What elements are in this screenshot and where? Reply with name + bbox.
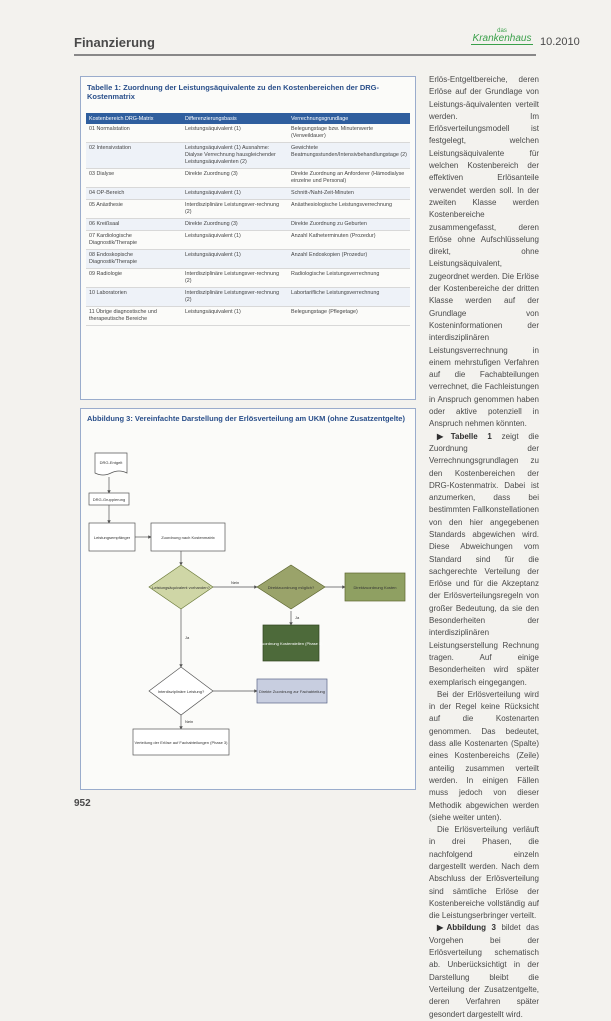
paragraph-4: Die Erlösverteilung verläuft in drei Phasen, die nachfolgend einzeln dargestellt werden. Nach dem Abschluss der Erlösverteilung sind sämtliche Erlöse der Kostenbereiche vollständig auf die Leistungserbringer verteilt. [429,825,539,921]
node-res2: Zuordnung Kostenstellen (Phase 1) [259,641,323,646]
label-yes: Ja [295,615,300,620]
table-cell: 06 Kreißsaal [86,219,182,231]
table-cell: 03 Dialyse [86,169,182,188]
section-title: Finanzierung [74,35,155,50]
page-number: 952 [74,798,91,809]
table-row [86,269,410,288]
table-row [86,143,410,169]
table-row [86,250,410,269]
table-cell: Anästhesiologische Leistungsverrechnung [288,200,410,219]
node-step3: Zuordnung nach Kostenmatrix [161,535,215,540]
node-res3: Direkte Zuordnung zur Fachabteilung [258,689,326,694]
table-row [86,188,410,200]
node-dec1: Leistungsäquivalent vorhanden? [152,585,210,590]
table-header-row [86,113,410,124]
table-cell: Interdisziplinäre Leistungsver-rechnung (2) [182,200,288,219]
table-row [86,307,410,326]
table-row [86,219,410,231]
paragraph-2: zeigt die Zuordnung der Verrechnungsgrundlagen zu den Kostenbereichen der DRG-Kostenmatrix. Dabei ist anzumerken, dass bei bestimmten Fallkonstellationen von den hier angegebenen Standards abgewichen wird. Diese Abweichungen vom Standard sind für die sachgerechte Verteilung der Erlöse und für die Akzeptanz der Erlösverteilungsregeln von großer Bedeutung, da sie den Besonderheiten der interdisziplinären Leistungserstellung Rechnung tragen. Auf einige Besonderheiten wird später exemplarisch eingegangen. [429,431,539,687]
figure-reference: ▶Abbildung 3 [437,923,496,933]
table-cell: 08 Endoskopische Diagnostik/Therapie [86,250,182,269]
node-res1: Direktzuordnung Kosten [353,585,397,590]
table-cell: 09 Radiologie [86,269,182,288]
table-cell: Interdisziplinäre Leistungsver-rechnung (2) [182,269,288,288]
paragraph-3: Bei der Erlösverteilung wird in der Regel keine Rücksicht auf die Kostenarten genommen. Das bedeutet, dass alle Kostenarten (Spalte) eines Kostenbereichs (Zeile) anteilig zusammen verteilt werden. In einigen Fällen muss jedoch von dieser Methodik abgewichen werden (siehe weiter unten). [429,689,539,822]
table-cell: Leistungsäquivalent (1) [182,124,288,143]
header-rule [74,54,536,56]
table-cell: Leistungsäquivalent (1) Ausnahme: Dialyse Verrechnung hausgleichender Leistungsäquivalenten (2) [182,143,288,169]
paragraph-5: bildet das Vorgehen bei der Erlösverteilung schematisch ab. Unberücksichtigt in der Darstellung bleibt die Verteilung der Zusatzentgelte, deren Verfahren später gesondert dargestellt wird. [429,923,539,1019]
table-row [86,169,410,188]
node-dec3: Interdisziplinäre Leistung? [157,689,205,694]
table-cell: 07 Kardiologische Diagnostik/Therapie [86,231,182,250]
table-cell: Anzahl Katheterminuten (Prozedur) [288,231,410,250]
node-step2: Leistungsempfänger [93,535,131,540]
table-cell: 02 Intensivstation [86,143,182,169]
paragraph-1: Erlös-Entgeltbereiche, deren Erlöse auf der Grundlage von Leistungs-äquivalenten verteilt werden. Im Erlösverteilungsmodell ist festgelegt, welchen Leistungsäquivalente für welchen Kostenbereich der effektiven Erlösanteile verwendet werden soll. In der zweiten Klasse werden Kostenbereiche zusammengefasst, deren Erlöse ohne Aufschlüsselung direkt, ohne Leistungsäquivalent, zugeordnet werden. Die Erlöse der Kostenbereiche der dritten Klasse werden auf der Grundlage von Kosteninformationen der interdisziplinären Leistungsverrechnung in einem mehrstufigen Verfahren auf die Fachabteilungen verrechnet, die Fachleistungen in Anspruch genommen haben oder aktive potenziell in Anspruch nehmen könnten. [429,75,539,429]
table-cell: 05 Anästhesie [86,200,182,219]
table-cell: Belegungstage (Pflegetage) [288,307,410,326]
table-cell: 10 Laboratorien [86,288,182,307]
table-row [86,288,410,307]
table-cell: Belegungstage bzw. Minutenwerte (Verweildauer) [288,124,410,143]
table-cell: Direkte Zuordnung (3) [182,169,288,188]
logo-big-text: Krankenhaus [472,33,532,44]
table-cell: Leistungsäquivalent (1) [182,250,288,269]
table1-box [80,76,416,400]
logo-small-text: das [497,28,507,34]
node-step1: DRG-Gruppierung [92,497,126,502]
table-cell: 01 Normalstation [86,124,182,143]
table-cell: 04 OP-Bereich [86,188,182,200]
table-cell: Leistungsäquivalent (1) [182,307,288,326]
node-start: DRG-Entgelt [99,460,123,465]
table-cell: Schnitt-/Naht-Zeit-Minuten [288,188,410,200]
table-header-cell: Differenzierungsbasis [182,113,288,124]
figure3-caption: Abbildung 3: Vereinfachte Darstellung der Erlösverteilung am UKM (ohne Zusatzentgelte) [87,414,405,423]
table-reference: ▶Tabelle 1 [437,431,492,441]
table-cell: Direkte Zuordnung zu Geburten [288,219,410,231]
allocation-table [86,113,410,326]
table-cell: Direkte Zuordnung (3) [182,219,288,231]
issue-date: 10.2010 [540,36,580,48]
table-cell: Direkte Zuordnung an Anforderer (Hämodialyse einzelne und Personal) [288,169,410,188]
table-cell: Radiologische Leistungsverrechnung [288,269,410,288]
table-row [86,200,410,219]
body-column [429,74,539,1021]
label-no-2: Nein [185,719,194,724]
journal-logo [471,28,533,50]
label-no: Nein [231,580,240,585]
flowchart [81,409,415,789]
table-cell: Interdisziplinäre Leistungsver-rechnung (2) [182,288,288,307]
figure3-box [80,408,416,790]
table-header-cell: Kostenbereich DRG-Matrix [86,113,182,124]
table-cell: Labortarifliche Leistungsverrechnung [288,288,410,307]
node-end: Verteilung der Erlöse auf Fachabteilungen (Phase 3) [134,740,228,745]
table-cell: Leistungsäquivalent (1) [182,231,288,250]
table1-caption: Tabelle 1: Zuordnung der Leistungsäquivalente zu den Kostenbereichen der DRG-Kostenmatrix [87,83,379,102]
table-cell: Leistungsäquivalent (1) [182,188,288,200]
table-body [86,124,410,326]
table-row [86,231,410,250]
table-cell: Gewichtete Beatmungsstunden/Intensivbehandlungstage (2) [288,143,410,169]
table-row [86,124,410,143]
label-yes-2: Ja [185,635,190,640]
node-dec2: Direktzuordnung möglich? [267,585,315,590]
table-header-cell: Verrechnungsgrundlage [288,113,410,124]
table-cell: 11 Übrige diagnostische und therapeutische Bereiche [86,307,182,326]
table-cell: Anzahl Endoskopien (Prozedur) [288,250,410,269]
